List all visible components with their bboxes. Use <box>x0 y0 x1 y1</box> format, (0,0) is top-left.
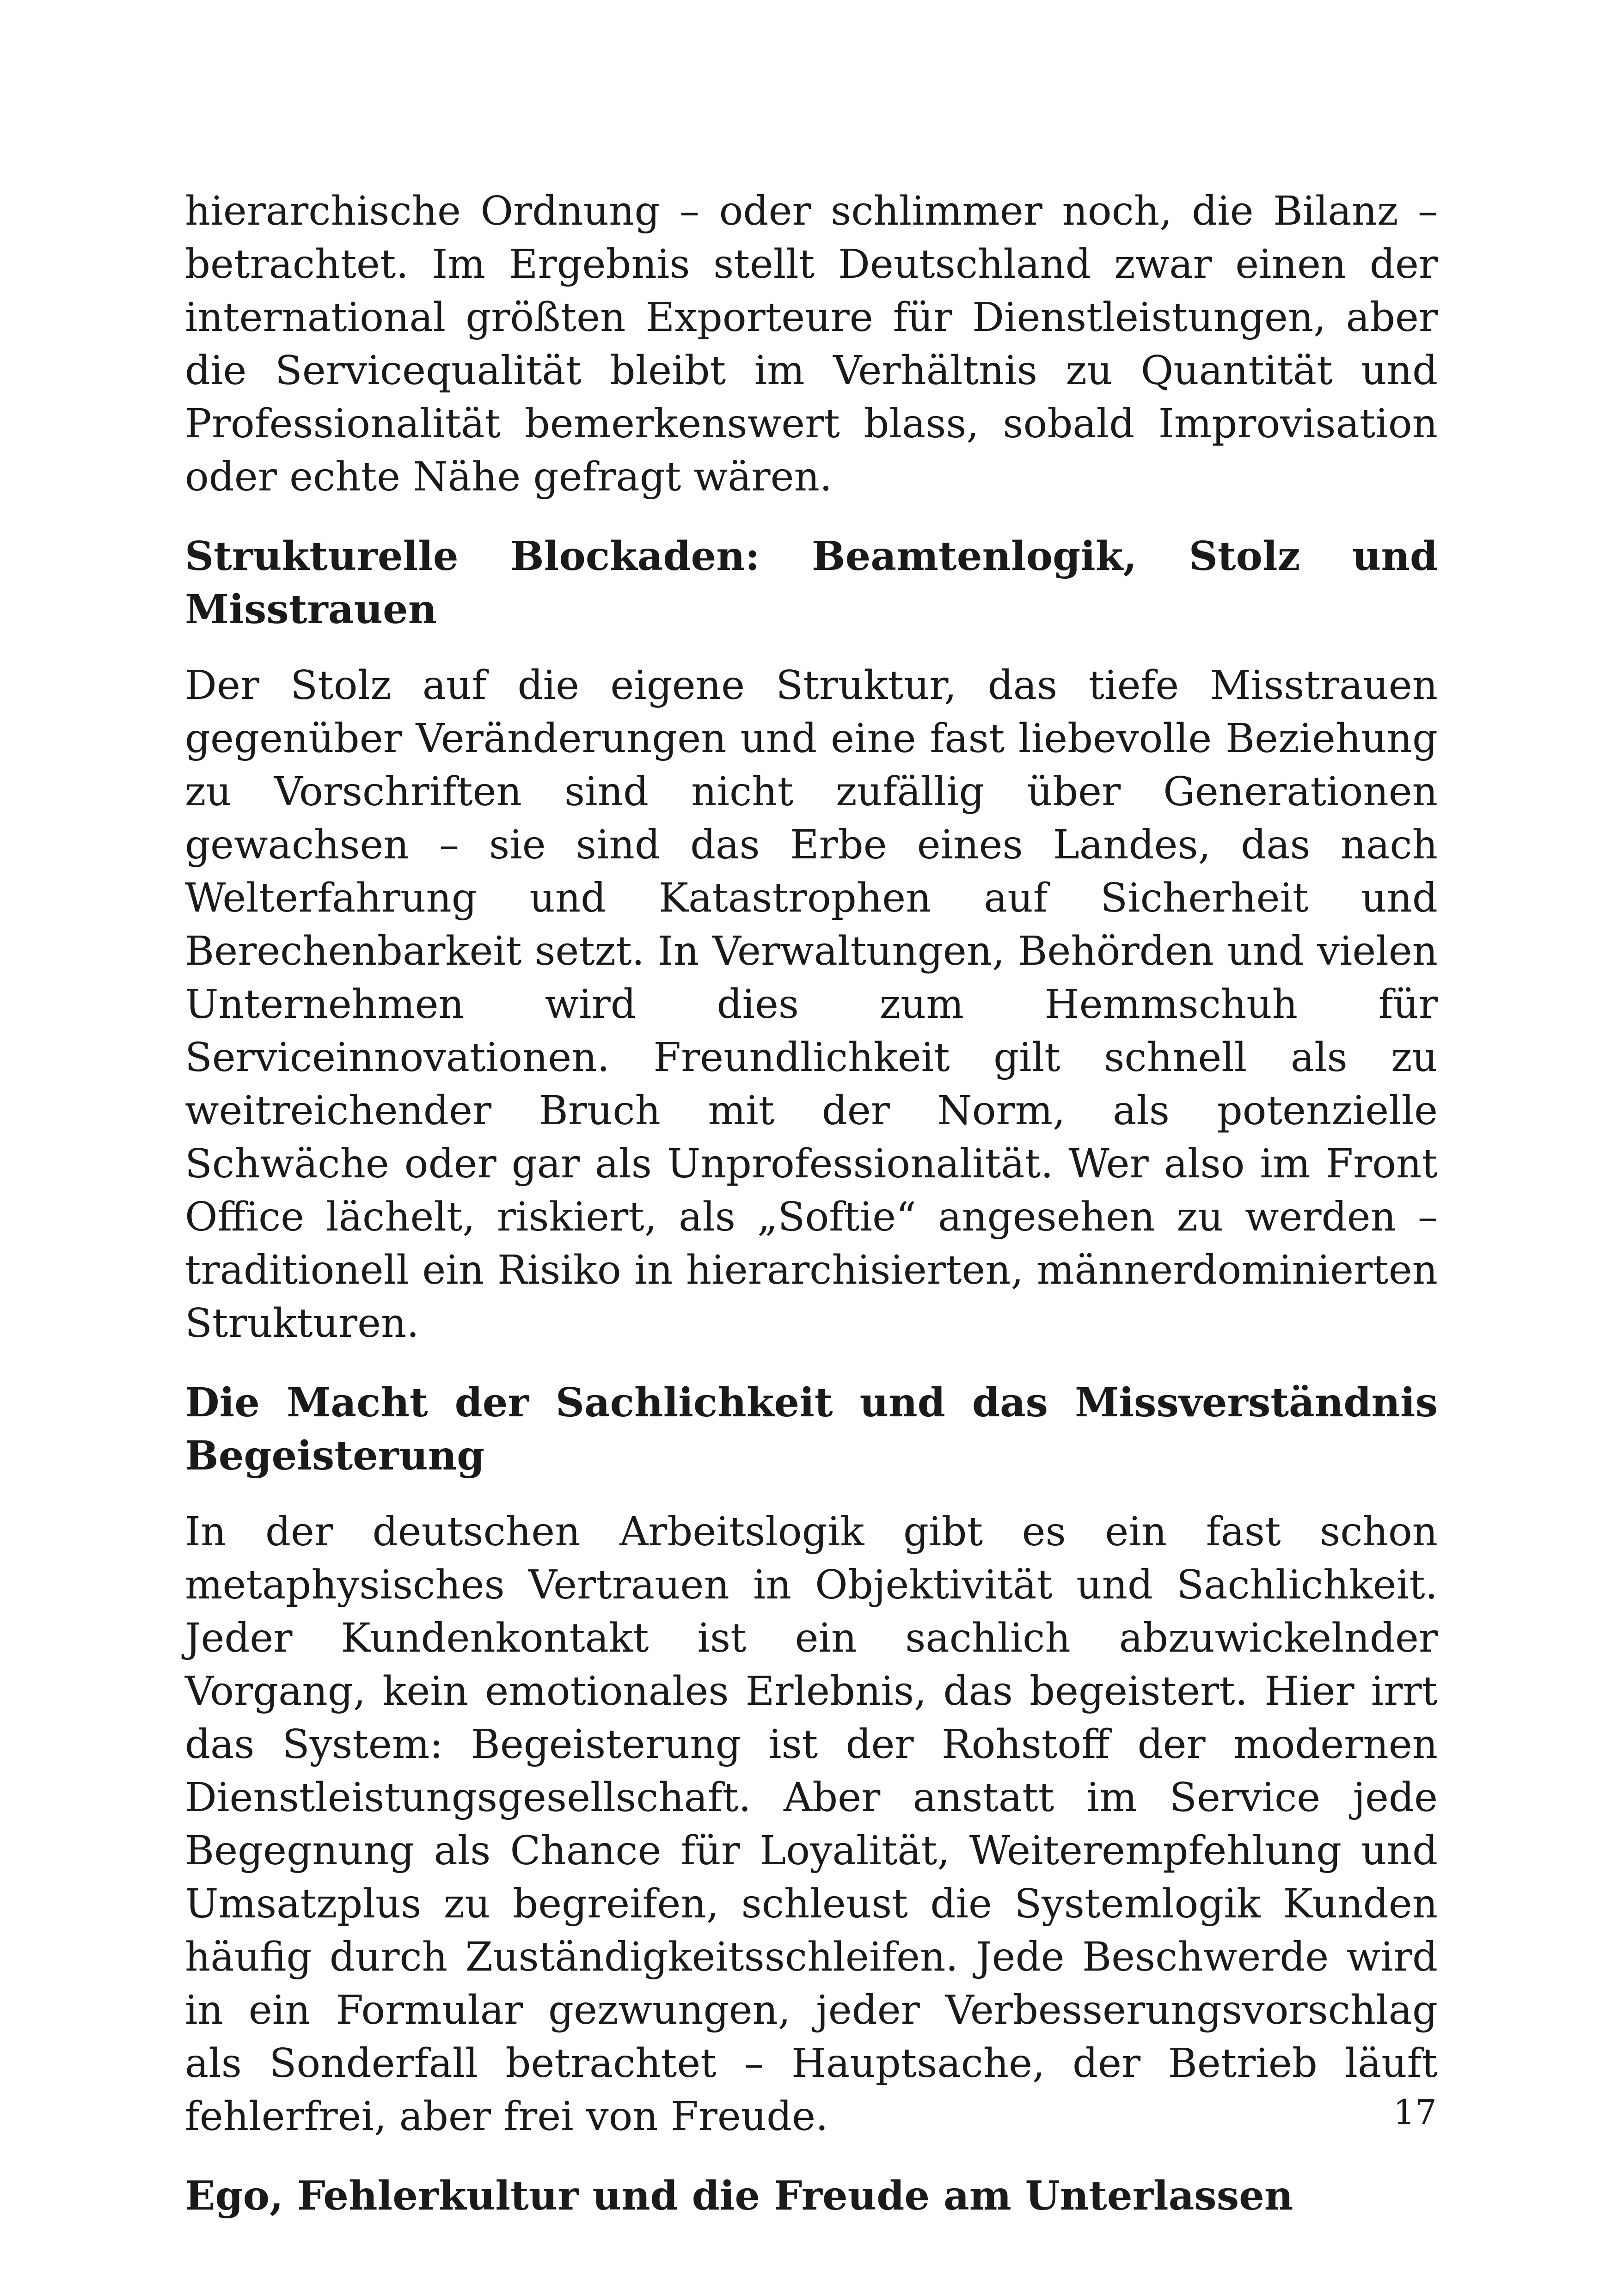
page-number: 17 <box>1393 2093 1437 2132</box>
heading-structural-blockades: Strukturelle Blockaden: Beamtenlogik, Stolz und Misstrauen <box>185 533 1438 633</box>
paragraph-objectivity: In der deutschen Arbeitslogik gibt es ein fast schon metaphysisches Vertrauen in Objektivität und Sachlichkeit. Jeder Kundenkontakt ist ein sachlich abzuwickelnder Vorgang, kein emotionales Erlebnis, das begeistert. Hier irrt das System: Begeisterung ist der Rohstoff der modernen Dienstleistungsgesellschaft. Aber anstatt im Service jede Begegnung als Chance für Loyalität, Weiterempfehlung und Umsatzplus zu begreifen, schleust die Systemlogik Kunden häufig durch Zuständigkeitsschleifen. Jede Beschwerde wird in ein Formular gezwungen, jeder Verbesserungsvorschlag als Sonderfall betrachtet – Hauptsache, der Betrieb läuft fehlerfrei, aber frei von Freude. <box>185 1509 1438 2140</box>
paragraph-structure: Der Stolz auf die eigene Struktur, das tiefe Misstrauen gegenüber Veränderungen und eine fast liebevolle Beziehung zu Vorschriften sind nicht zufällig über Generationen gewachsen – sie sind das Erbe eines Landes, das nach Welterfahrung und Katastrophen auf Sicherheit und Berechenbarkeit setzt. In Verwaltungen, Behörden und vielen Unternehmen wird dies zum Hemmschuh für Serviceinnovationen. Freundlichkeit gilt schnell als zu weitreichender Bruch mit der Norm, als potenzielle Schwäche oder gar als Unprofessionalität. Wer also im Front Office lächelt, riskiert, als „Softie“ angesehen zu werden – traditionell ein Risiko in hierarchisierten, männerdominierten Strukturen. <box>185 662 1438 1347</box>
paragraph-intro: hierarchische Ordnung – oder schlimmer noch, die Bilanz – betrachtet. Im Ergebnis stellt Deutschland zwar einen der international größten Exporteure für Dienstleistungen, aber die Servicequalität bleibt im Verhältnis zu Quantität und Professionalität bemerkenswert blass, sobald Improvisation oder echte Nähe gefragt wären. <box>185 188 1438 500</box>
heading-ego-error-culture: Ego, Fehlerkultur und die Freude am Unterlassen <box>185 2173 1293 2219</box>
page-content <box>185 185 1438 2223</box>
heading-objectivity: Die Macht der Sachlichkeit und das Missverständnis Begeisterung <box>185 1379 1438 1479</box>
